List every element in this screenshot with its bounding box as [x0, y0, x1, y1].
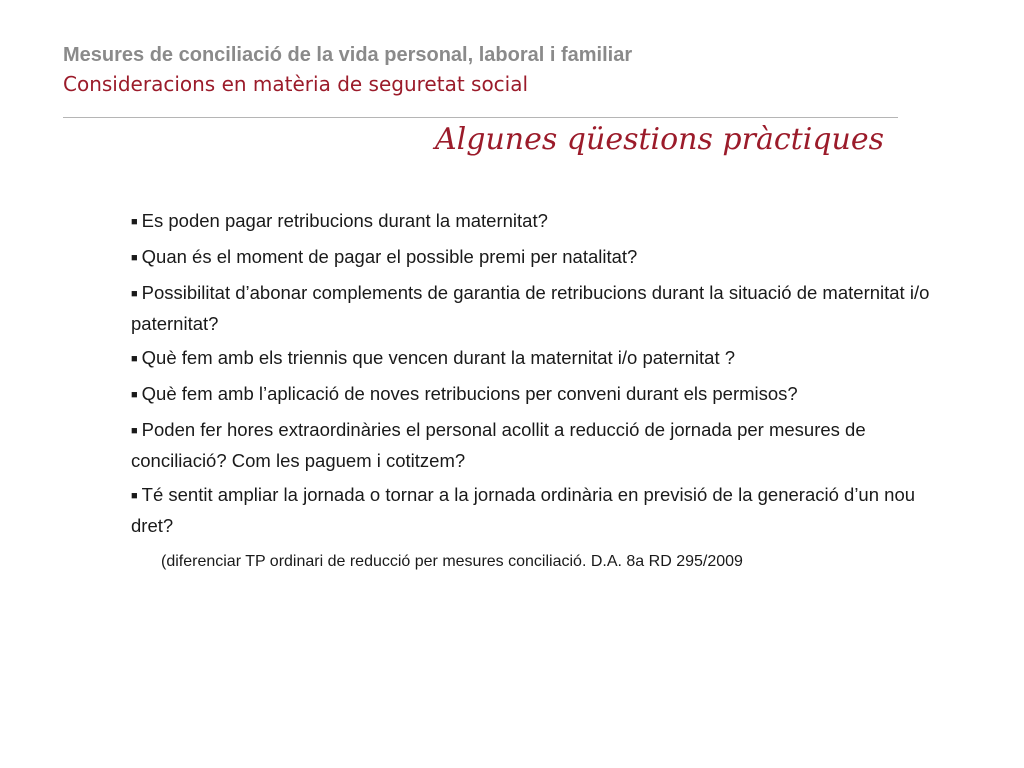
square-bullet-icon: ■ [131, 252, 138, 264]
square-bullet-icon: ■ [131, 216, 138, 228]
question-item [131, 379, 931, 410]
question-text: Quan és el moment de pagar el possible premi per natalitat? [141, 246, 638, 267]
section-title: Algunes qüestions pràctiques [435, 122, 884, 157]
question-text: Possibilitat d’abonar complements de garantia de retribucions durant la situació de maternitat i/o paternitat? [131, 282, 930, 334]
question-item [131, 480, 931, 540]
question-item [131, 415, 931, 475]
question-text: Què fem amb els triennis que vencen durant la maternitat i/o paternitat ? [141, 347, 736, 368]
question-item [131, 343, 931, 374]
question-text: Té sentit ampliar la jornada o tornar a la jornada ordinària en previsió de la generació d’un nou dret? [131, 484, 916, 536]
header-divider [63, 117, 898, 118]
square-bullet-icon: ■ [131, 425, 138, 437]
question-item [131, 206, 931, 237]
header-subtitle: Consideracions en matèria de seguretat social [63, 72, 529, 96]
question-list [131, 206, 931, 545]
square-bullet-icon: ■ [131, 288, 138, 300]
question-text: Què fem amb l’aplicació de noves retribucions per conveni durant els permisos? [141, 383, 798, 404]
square-bullet-icon: ■ [131, 353, 138, 365]
question-item [131, 278, 931, 338]
square-bullet-icon: ■ [131, 389, 138, 401]
question-text: Poden fer hores extraordinàries el personal acollit a reducció de jornada per mesures de conciliació? Com les paguem i cotitzem? [131, 419, 866, 471]
footnote: (diferenciar TP ordinari de reducció per mesures conciliació. D.A. 8a RD 295/2009 [161, 553, 743, 570]
question-text: Es poden pagar retribucions durant la maternitat? [141, 210, 548, 231]
square-bullet-icon: ■ [131, 490, 138, 502]
question-item [131, 242, 931, 273]
header-title: Mesures de conciliació de la vida personal, laboral i familiar [63, 44, 633, 66]
